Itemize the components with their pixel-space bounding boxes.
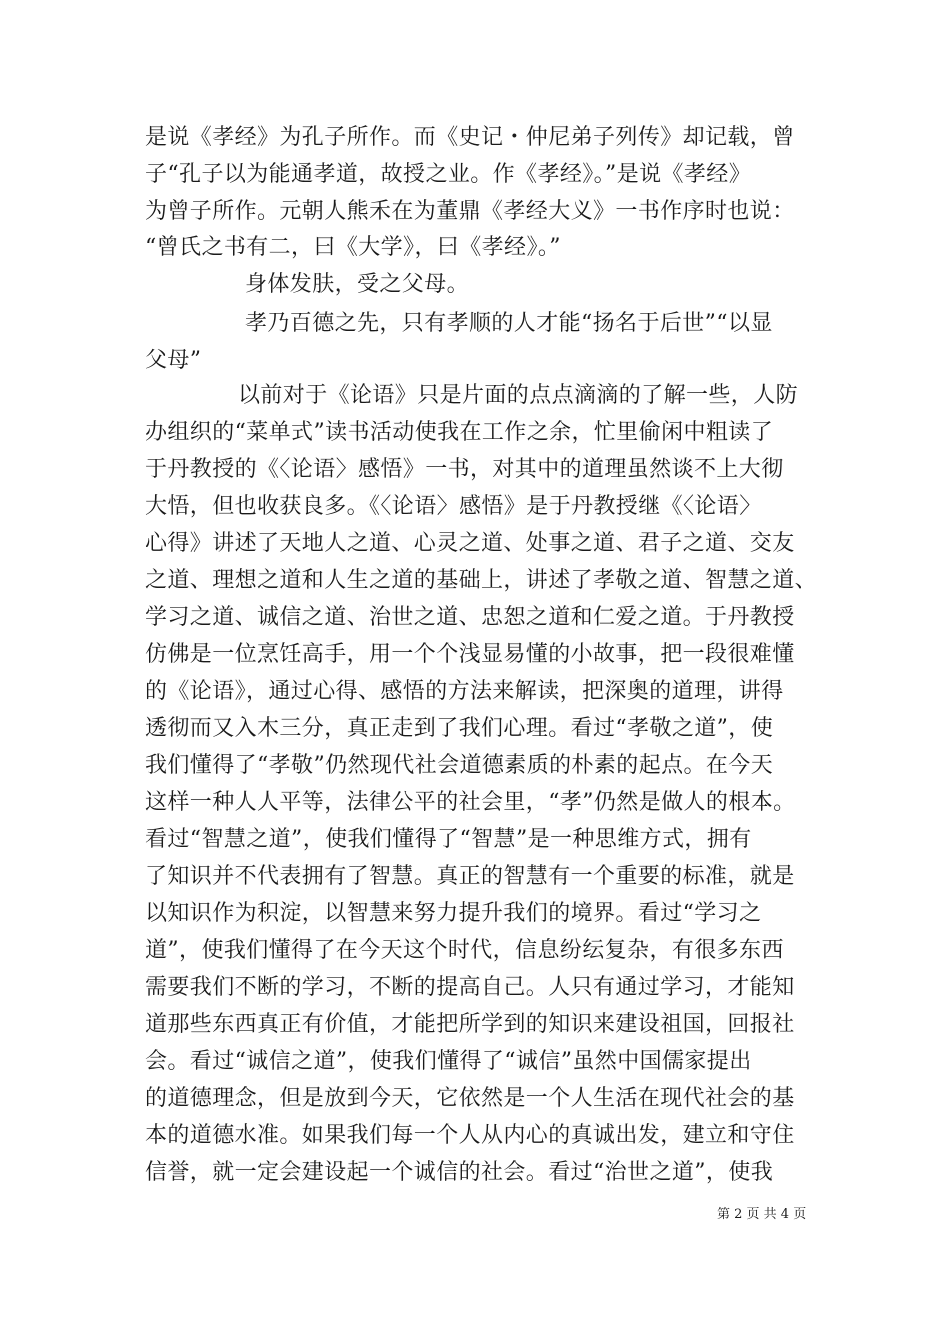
text-line: 了知识并不代表拥有了智慧。真正的智慧有一个重要的标准，就是 xyxy=(145,864,795,889)
text-line: 以前对于《论语》只是片面的点点滴滴的了解一些，人防 xyxy=(238,383,799,408)
text-line: 之道、理想之道和人生之道的基础上，讲述了孝敬之道、智慧之道、 xyxy=(145,568,818,593)
text-line: 道”，使我们懂得了在今天这个时代，信息纷纭复杂，有很多东西 xyxy=(145,938,784,963)
text-line: 的道德理念，但是放到今天，它依然是一个人生活在现代社会的基 xyxy=(145,1086,795,1111)
text-line: 我们懂得了“孝敬”仍然现代社会道德素质的朴素的起点。在今天 xyxy=(145,753,774,778)
text-line: 需要我们不断的学习，不断的提高自己。人只有通过学习，才能知 xyxy=(145,975,795,1000)
text-line: 子“孔子以为能通孝道，故授之业。作《孝经》。”是说《孝经》 xyxy=(145,162,752,187)
text-line: 道那些东西真正有价值，才能把所学到的知识来建设祖国，回报社 xyxy=(145,1012,795,1037)
text-line: 本的道德水准。如果我们每一个人从内心的真诚出发，建立和守住 xyxy=(145,1123,795,1148)
page-number: 第 2 页 共 4 页 xyxy=(717,1207,807,1222)
text-line: 透彻而又入木三分，真正走到了我们心理。看过“孝敬之道”，使 xyxy=(145,716,774,741)
text-line: 这样一种人人平等，法律公平的社会里，“孝”仍然是做人的根本。 xyxy=(145,790,796,815)
text-line: 为曾子所作。元朝人熊禾在为董鼎《孝经大义》一书作序时也说： xyxy=(145,199,795,224)
text-line: 以知识作为积淀，以智慧来努力提升我们的境界。看过“学习之 xyxy=(145,901,762,926)
text-line: 孝乃百德之先，只有孝顺的人才能“扬名于后世”“以显 xyxy=(245,311,773,336)
text-line: 会。看过“诚信之道”，使我们懂得了“诚信”虽然中国儒家提出 xyxy=(145,1049,752,1074)
text-line: 大悟，但也收获良多。《〈论语〉感悟》是于丹教授继《〈论语〉 xyxy=(145,494,762,519)
text-line: 办组织的“菜单式”读书活动使我在工作之余，忙里偷闲中粗读了 xyxy=(145,420,774,445)
text-line: 仿佛是一位烹饪高手，用一个个浅显易懂的小故事，把一段很难懂 xyxy=(145,642,795,667)
text-line: 身体发肤，受之父母。 xyxy=(245,272,470,297)
text-line: 看过“智慧之道”，使我们懂得了“智慧”是一种思维方式，拥有 xyxy=(145,827,752,852)
text-line: “曾氏之书有二，曰《大学》，曰《孝经》。” xyxy=(145,235,561,260)
text-line: 于丹教授的《〈论语〉感悟》一书，对其中的道理虽然谈不上大彻 xyxy=(145,457,784,482)
text-line: 是说《孝经》为孔子所作。而《史记・仲尼弟子列传》却记载，曾 xyxy=(145,125,795,150)
text-line: 父母” xyxy=(145,348,202,373)
text-line: 的《论语》，通过心得、感悟的方法来解读，把深奥的道理，讲得 xyxy=(145,679,784,704)
text-line: 信誉，就一定会建设起一个诚信的社会。看过“治世之道”，使我 xyxy=(145,1160,774,1185)
text-line: 心得》讲述了天地人之道、心灵之道、处事之道、君子之道、交友 xyxy=(145,531,795,556)
text-line: 学习之道、诚信之道、治世之道、忠恕之道和仁爱之道。于丹教授 xyxy=(145,605,795,630)
